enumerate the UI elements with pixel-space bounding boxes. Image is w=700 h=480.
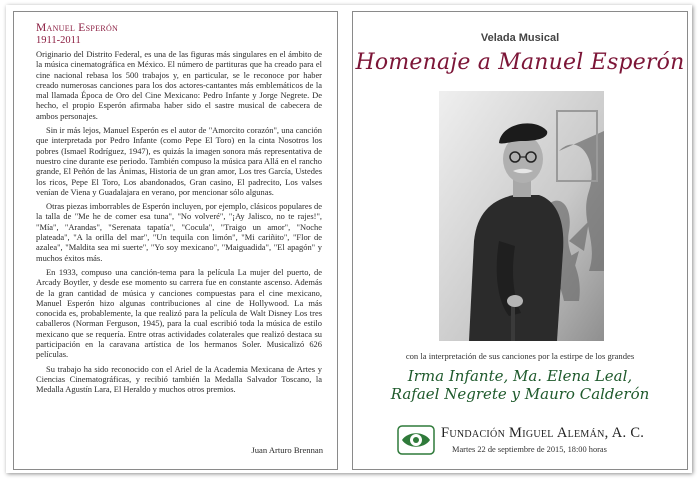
right-page [352, 11, 688, 470]
bio-paragraph: Otras piezas imborrables de Esperón incluyen, por ejemplo, clásicos populares de la talla de "Me he de comer esa tuna", "No volveré", "¡Ay Jalisco, no te rajes!", "Mía", "Arandas", "Serenata tapatía", "Cocula", "Traigo un amor", "Noche plateada", "A la orilla del mar", "Un tequila con limón", "Mi cariñito", "Flor de azalea", "Maldita sea mi suerte", "Yo soy mexicano", "Maiguadida", "El apagón" y muchos éxitos más. [36, 201, 322, 263]
event-title: Homenaje a Manuel Esperón [355, 50, 685, 75]
bio-paragraph: Sin ir más lejos, Manuel Esperón es el autor de "Amorcito corazón", una canción que interpretada por Pedro Infante (como Pepe El Toro) en la cinta Nosotros los pobres (Ismael Rodríguez, 1947), es quizás la imagen sonora más representativa de nuestro cine durante ese periodo. También compuso la música para Allá en el rancho grande, El Peñón de las Ánimas, Historia de un gran amor, Los tres García, Ustedes los ricos, Pepe El Toro, Los abandonados, Gran casino, El padrecito, Los valses venían de Viena y Guadalajara en verano, por mencionar sólo algunas. [36, 125, 322, 197]
bio-heading-name: Manuel Esperón [36, 22, 119, 34]
bio-heading-years: 1911-2011 [36, 35, 81, 46]
portrait-illustration [439, 91, 604, 341]
artists-line-2: Rafael Negrete y Mauro Calderón [390, 385, 650, 403]
foundation-block [397, 425, 667, 461]
artists-line-1: Irma Infante, Ma. Elena Leal, [407, 367, 633, 385]
artists-block [353, 367, 687, 403]
event-date: Martes 22 de septiembre de 2015, 18:00 horas [452, 445, 607, 454]
eye-logo-icon [397, 425, 435, 455]
foundation-logo-icon [397, 425, 435, 455]
portrait-photo [439, 91, 604, 341]
flyer-frame [6, 5, 692, 473]
bio-paragraph: Originario del Distrito Federal, es una de las figuras más singulares en el ámbito de la música cinematográfica en México. El número de partituras que ha creado para el cine nacional rebasa los 500 trabajos y, en particular, se le reconoce por haber creado numerosas canciones para los dos actores-cantantes más emblemáticos de la mal llamada Época de Oro del Cine Mexicano: Pedro Infante y Jorge Negrete. De hecho, el propio Esperón afirmaba haber sido el sastre musical de cabecera de ambos personajes. [36, 49, 322, 121]
bio-author: Juan Arturo Brennan [251, 445, 323, 455]
interpretation-line: con la interpretación de sus canciones por la estirpe de los grandes [405, 351, 635, 361]
foundation-name: Fundación Miguel Alemán, A. C. [441, 425, 645, 441]
biography-text [36, 49, 322, 399]
event-label: Velada Musical [480, 32, 560, 44]
bio-paragraph: En 1933, compuso una canción-tema para la película La mujer del puerto, de Arcady Boytler, y desde ese momento su carrera fue en constante ascenso. Además de la gran cantidad de música y canciones compuestas para el cine mexicano, Manuel Esperón hizo algunas contribuciones al cine de Hollywood. La más conocida es, probablemente, la que realizó para la película de Walt Disney Los tres caballeros (Norman Ferguson, 1945), para la cual escribió toda la música de estilo mexicano que se requería. Entre otras actividades colaterales que realizó destaca su participación en la caravana artística de los hermanos Soler. Musicalizó 626 películas. [36, 266, 322, 360]
left-page [13, 11, 338, 470]
bio-paragraph: Su trabajo ha sido reconocido con el Ariel de la Academia Mexicana de Artes y Ciencias Cinematográficas, y recibió también la Medalla Salvador Toscano, la Medalla Agustín Lara, El Heraldo y muchos otros premios. [36, 363, 322, 395]
